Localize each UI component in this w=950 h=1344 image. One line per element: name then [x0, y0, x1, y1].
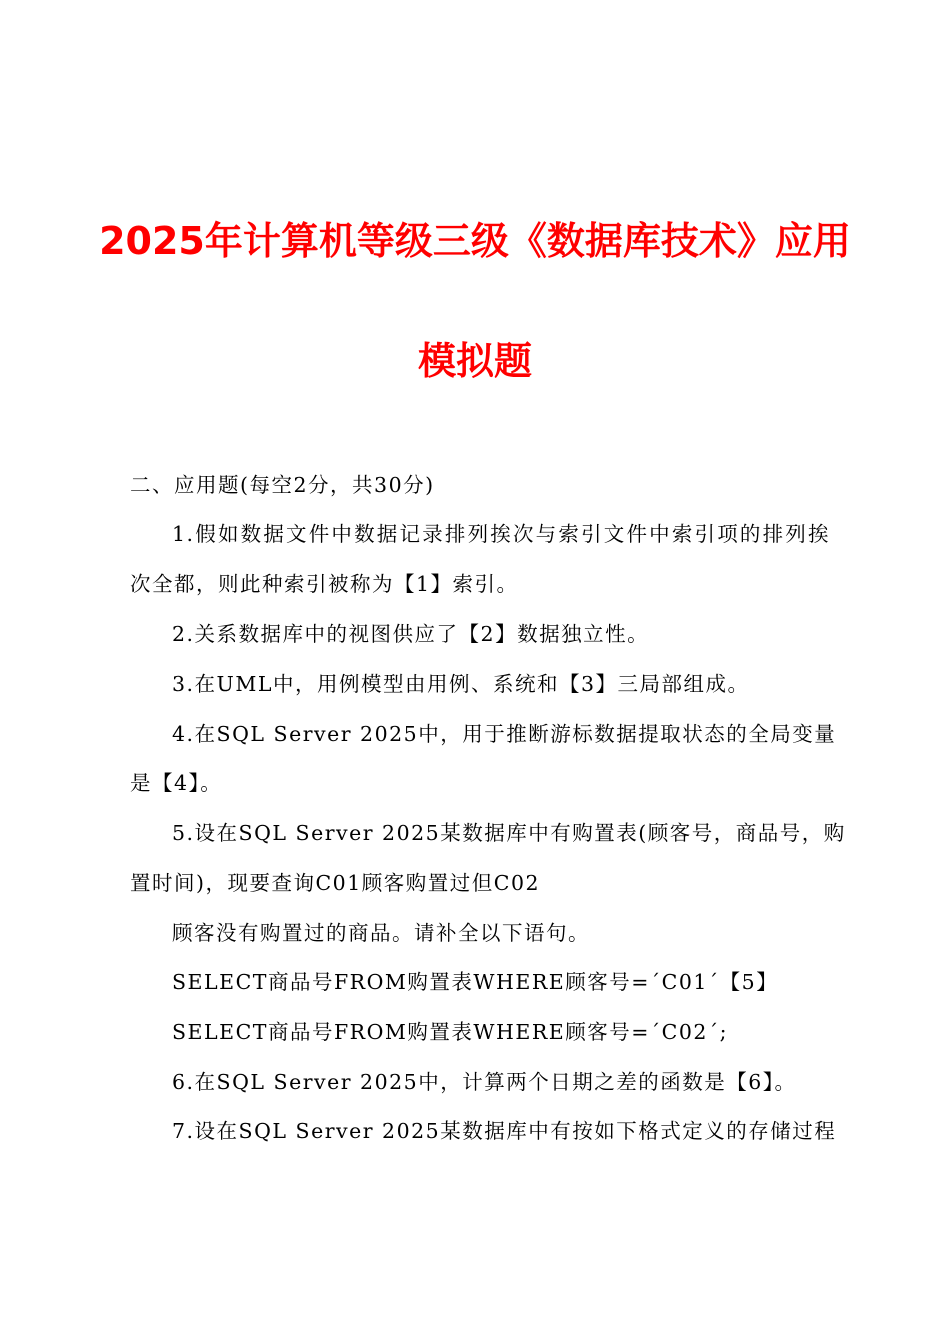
question-2: 2.关系数据库中的视图供应了【2】数据独立性。 [172, 622, 650, 646]
document-title-line-2: 模拟题 [417, 339, 532, 383]
question-5-line-3: 顾客没有购置过的商品。请补全以下语句。 [172, 921, 590, 945]
question-1-line-1: 1.假如数据文件中数据记录排列挨次与索引文件中索引项的排列挨 [172, 522, 830, 546]
question-6: 6.在SQL Server 2025中，计算两个日期之差的函数是【6】。 [172, 1070, 797, 1094]
section-heading: 二、应用题(每空2分，共30分) [130, 473, 435, 497]
question-7-line-1: 7.设在SQL Server 2025某数据库中有按如下格式定义的存储过程 [172, 1119, 837, 1143]
question-5-line-2: 置时间)，现要查询C01顾客购置过但C02 [130, 871, 541, 895]
question-4-line-2: 是【4】。 [130, 771, 223, 795]
document-title-line-1: 2025年计算机等级三级《数据库技术》应用 [99, 219, 851, 263]
question-4-line-1: 4.在SQL Server 2025中，用于推断游标数据提取状态的全局变量 [172, 722, 837, 746]
question-5-line-1: 5.设在SQL Server 2025某数据库中有购置表(顾客号，商品号，购 [172, 821, 846, 845]
question-3: 3.在UML中，用例模型由用例、系统和【3】三局部组成。 [172, 672, 750, 696]
question-5-sql-line-2: SELECT商品号FROM购置表WHERE顾客号=´C02´; [172, 1020, 729, 1044]
question-5-sql-line-1: SELECT商品号FROM购置表WHERE顾客号=´C01´【5】 [172, 970, 779, 994]
question-1-line-2: 次全都，则此种索引被称为【1】索引。 [130, 572, 519, 596]
